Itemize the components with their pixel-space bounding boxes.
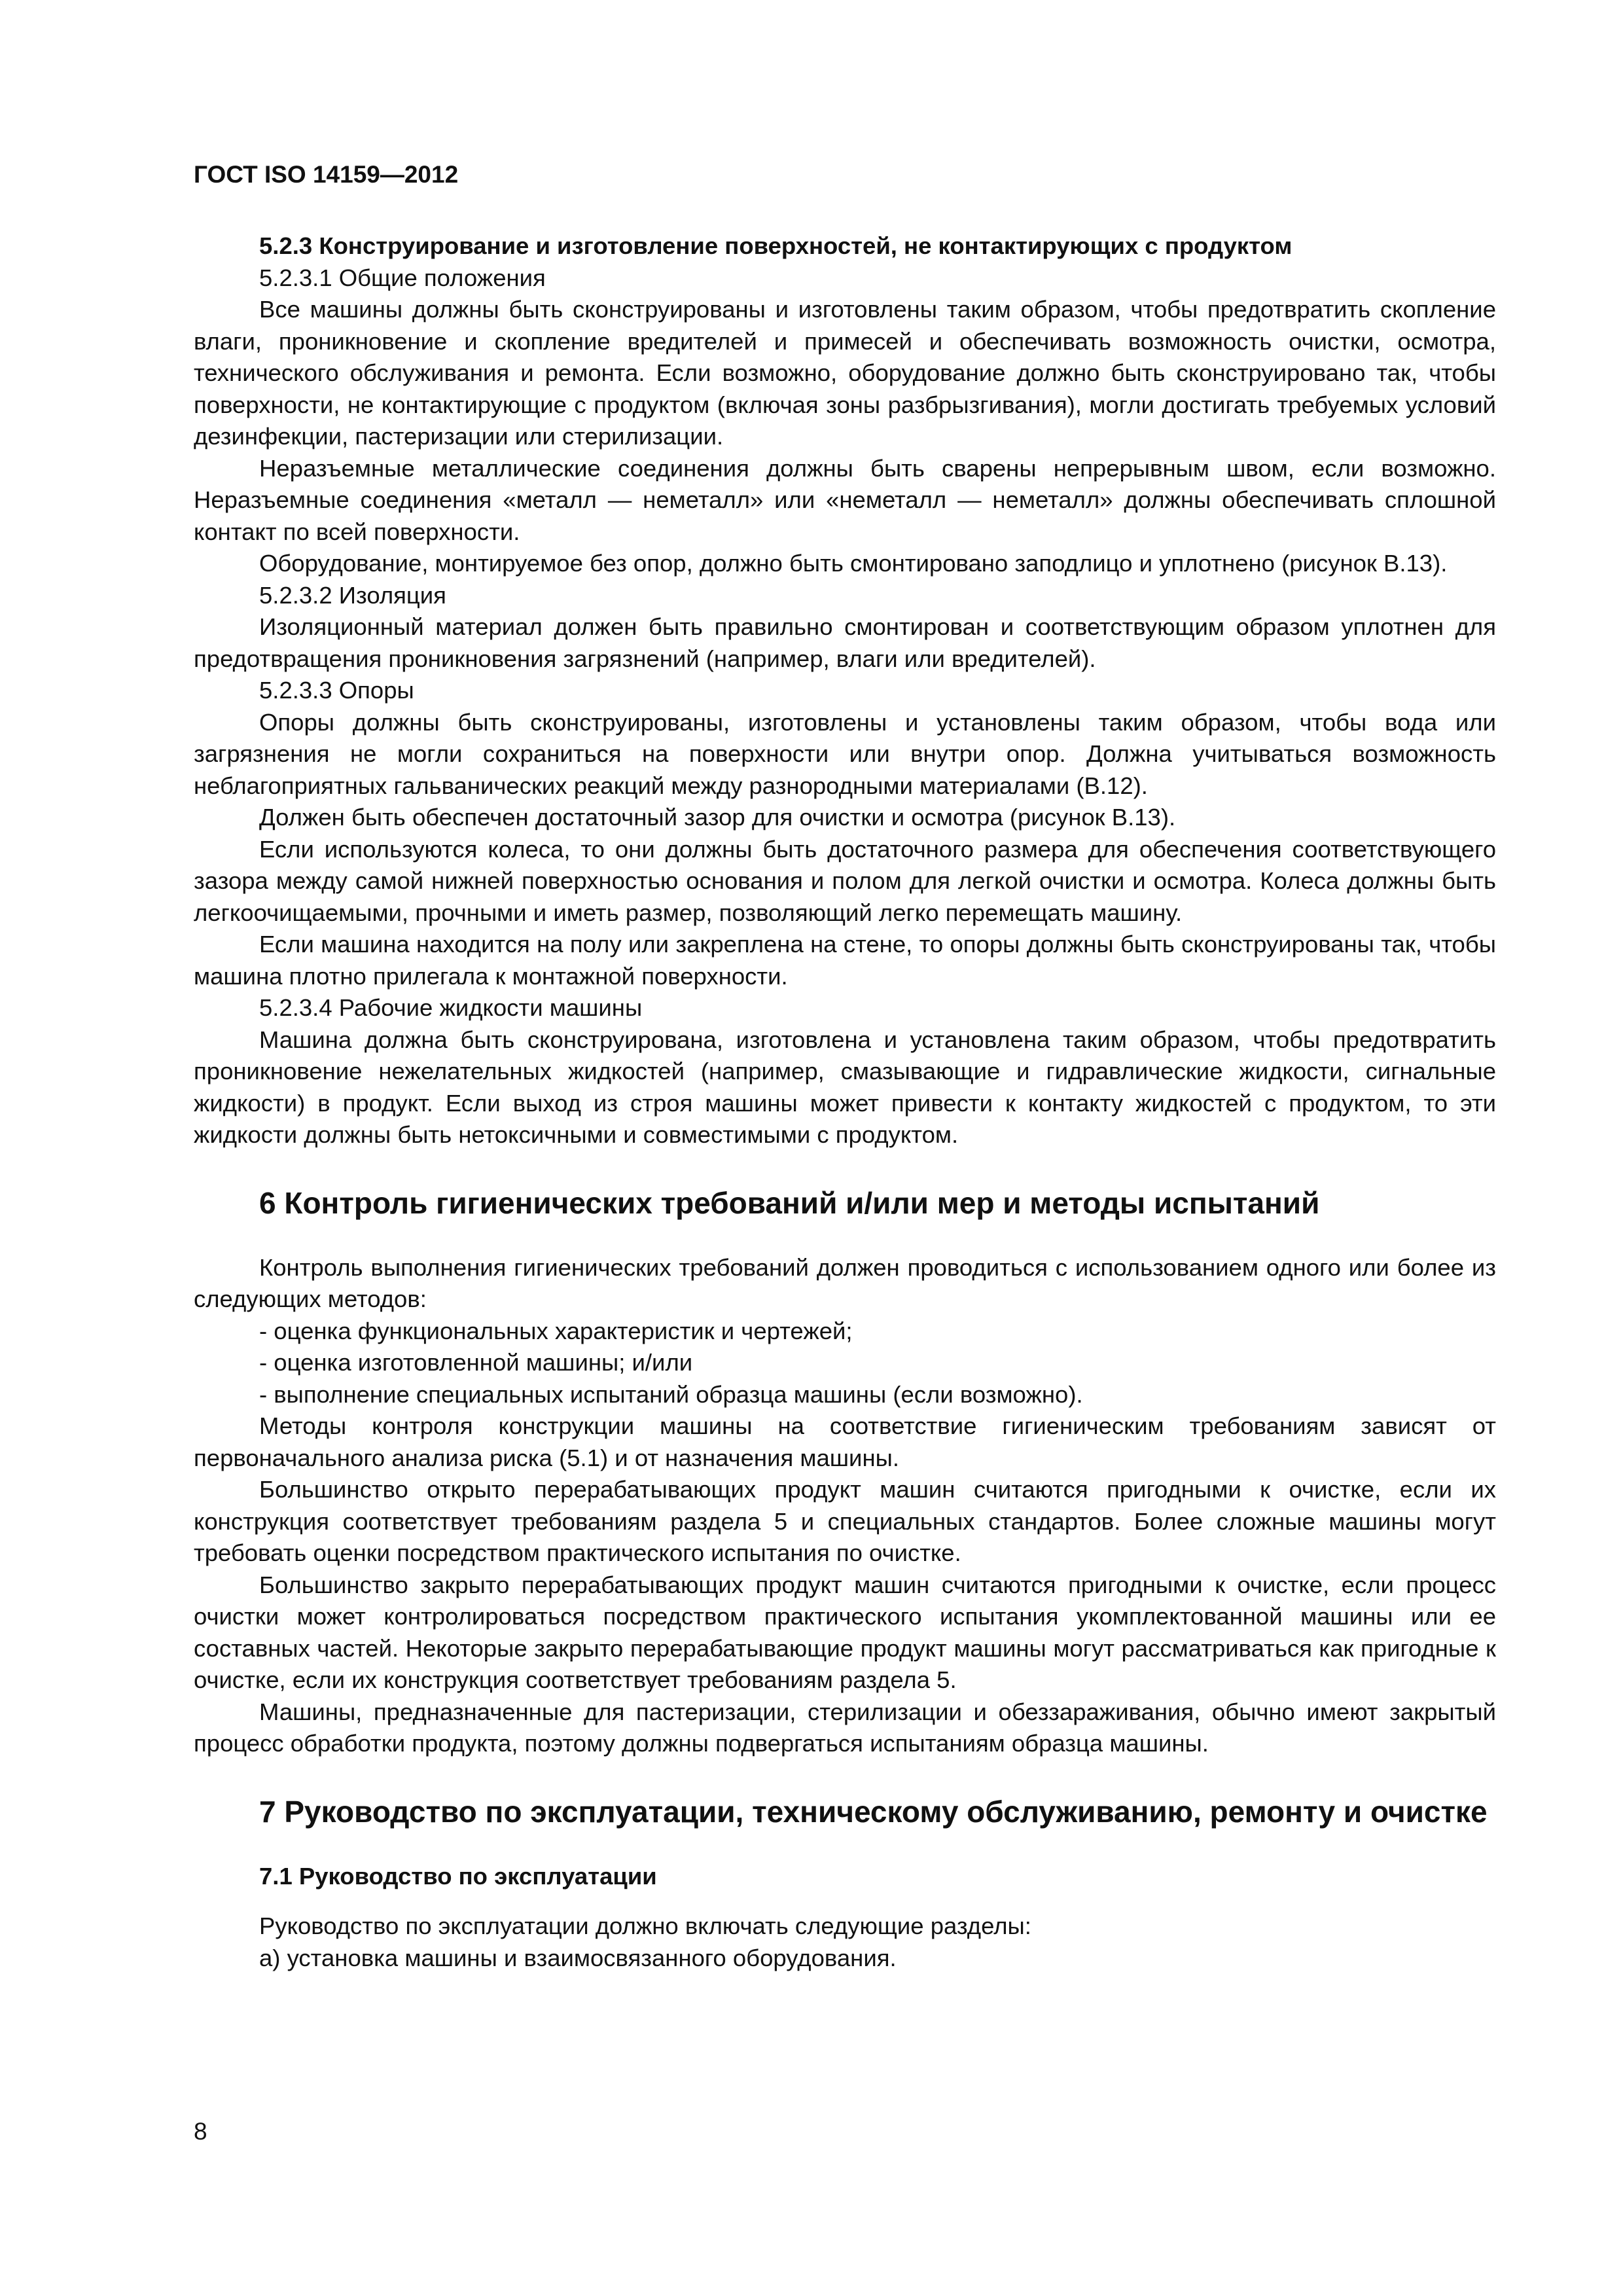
page-content [194, 230, 1496, 1974]
paragraph: Машина должна быть сконструирована, изготовлена и установлена таким образом, чтобы предотвратить проникновение нежелательных жидкостей (например, смазывающие и гидравлические жидкости, сигнальные жидкости) в продукт. Если выход из строя машины может привести к контакту жидкостей с продуктом, то эти жидкости должны быть нетоксичными и совместимыми с продуктом. [194, 1026, 1496, 1148]
paragraph: Все машины должны быть сконструированы и изготовлены таким образом, чтобы предотвратить скопление влаги, проникновение и скопление вредителей и примесей и обеспечивать возможность очистки, осмотра, технического обслуживания и ремонта. Если возможно, оборудование должно быть сконструировано так, чтобы поверхности, не контактирующие с продуктом (включая зоны разбрызгивания), могли достигать требуемых условий дезинфекции, пастеризации или стерилизации. [194, 296, 1496, 450]
document-code: ГОСТ ISO 14159—2012 [194, 161, 459, 188]
list-item: - оценка изготовленной машины; и/или [259, 1349, 693, 1376]
list-item: а) установка машины и взаимосвязанного оборудования. [259, 1944, 897, 1971]
paragraph: Большинство открыто перерабатывающих продукт машин считаются пригодными к очистке, если их конструкция соответствует требованиям раздела 5 и специальных стандартов. Более сложные машины могут требовать оценки посредством практического испытания по очистке. [194, 1476, 1496, 1566]
clause-5-2-3-3-title: 5.2.3.3 Опоры [259, 677, 414, 704]
clause-5-2-3-1-title: 5.2.3.1 Общие положения [259, 264, 546, 291]
paragraph: Методы контроля конструкции машины на соответствие гигиеническим требованиям зависят от первоначального анализа риска (5.1) и от назначения машины. [194, 1412, 1496, 1471]
paragraph: Руководство по эксплуатации должно включать следующие разделы: [259, 1912, 1031, 1939]
clause-5-2-3-heading: 5.2.3 Конструирование и изготовление поверхностей, не контактирующих с продуктом [259, 232, 1293, 259]
section-7-heading: 7 Руководство по эксплуатации, техническому обслуживанию, ремонту и очистке [259, 1794, 1488, 1829]
clause-5-2-3-4-title: 5.2.3.4 Рабочие жидкости машины [259, 994, 643, 1021]
paragraph: Машины, предназначенные для пастеризации, стерилизации и обеззараживания, обычно имеют закрытый процесс обработки продукта, поэтому должны подвергаться испытаниям образца машины. [194, 1698, 1496, 1757]
clause-7-1-heading: 7.1 Руководство по эксплуатации [259, 1862, 657, 1890]
list-item: - выполнение специальных испытаний образца машины (если возможно). [259, 1380, 1083, 1408]
paragraph: Контроль выполнения гигиенических требований должен проводиться с использованием одного или более из следующих методов: [194, 1253, 1496, 1312]
clause-5-2-3-2-title: 5.2.3.2 Изоляция [259, 581, 446, 609]
paragraph: Изоляционный материал должен быть правильно смонтирован и соответствующим образом уплотнен для предотвращения проникновения загрязнений (например, влаги или вредителей). [194, 613, 1496, 672]
paragraph: Неразъемные металлические соединения должны быть сварены непрерывным швом, если возможно. Неразъемные соединения «металл — неметалл» или «неметалл — неметалл» должны обеспечивать сплошной контакт по всей поверхности. [194, 454, 1496, 545]
paragraph: Должен быть обеспечен достаточный зазор для очистки и осмотра (рисунок В.13). [259, 804, 1176, 831]
paragraph: Большинство закрыто перерабатывающих продукт машин считаются пригодными к очистке, если процесс очистки может контролироваться посредством практического испытания укомплектованной машины или ее составных частей. Некоторые закрыто перерабатывающие продукт машины могут рассматриваться как пригодные к очистке, если их конструкция соответствует требованиям раздела 5. [194, 1571, 1496, 1693]
paragraph: Если машина находится на полу или закреплена на стене, то опоры должны быть сконструированы так, чтобы машина плотно прилегала к монтажной поверхности. [194, 931, 1496, 990]
list-item: - оценка функциональных характеристик и чертежей; [259, 1317, 853, 1344]
paragraph: Опоры должны быть сконструированы, изготовлены и установлены таким образом, чтобы вода или загрязнения не могли сохраниться на поверхности или внутри опор. Должна учитываться возможность неблагоприятных гальванических реакций между разнородными материалами (В.12). [194, 708, 1496, 799]
page-number: 8 [194, 2118, 207, 2145]
section-6-heading: 6 Контроль гигиенических требований и/или мер и методы испытаний [259, 1185, 1320, 1220]
paragraph: Оборудование, монтируемое без опор, должно быть смонтировано заподлицо и уплотнено (рисунок В.13). [259, 550, 1448, 577]
paragraph: Если используются колеса, то они должны быть достаточного размера для обеспечения соответствующего зазора между самой нижней поверхностью основания и полом для легкой очистки и осмотра. Колеса должны быть легкоочищаемыми, прочными и иметь размер, позволяющий легко перемещать машину. [194, 835, 1496, 926]
